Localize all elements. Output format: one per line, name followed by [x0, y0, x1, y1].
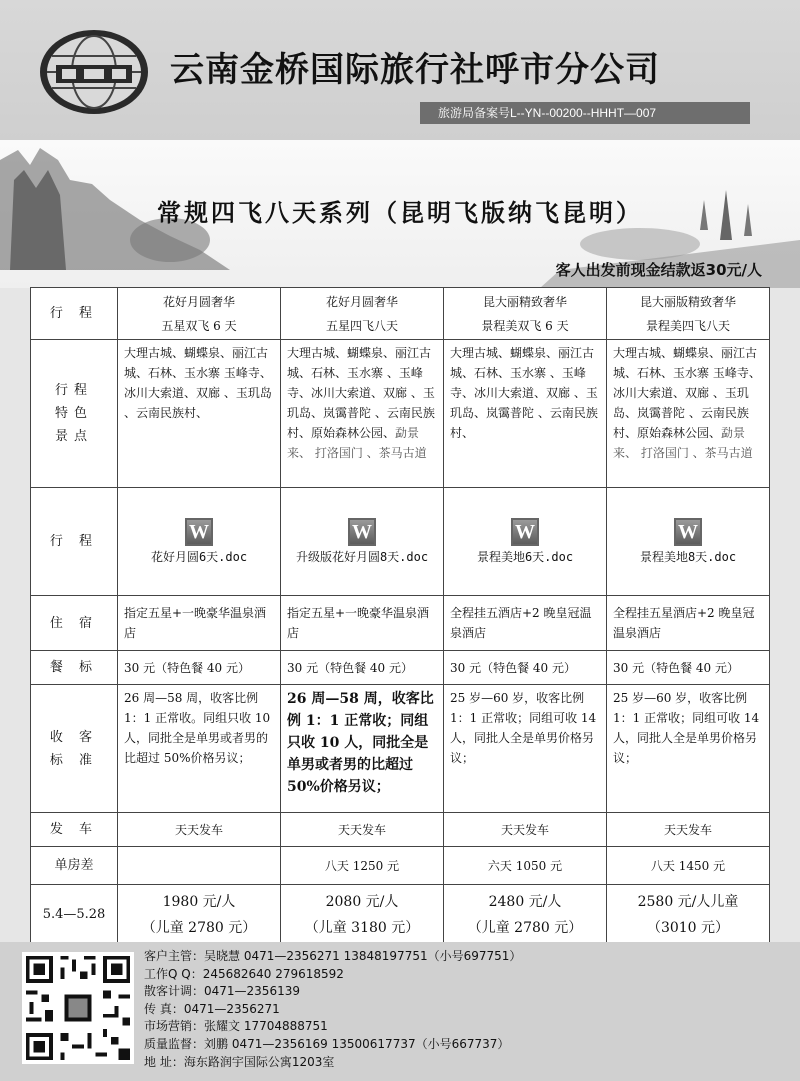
word-document-icon[interactable]: W	[674, 518, 702, 546]
departure-cell: 天天发车	[118, 813, 281, 847]
table-row-lodging	[31, 596, 770, 651]
meal-cell: 30 元（特色餐 40 元）	[118, 651, 281, 685]
contact-line: 工作Q Q：245682640 279618592	[144, 966, 344, 981]
word-document-icon[interactable]: W	[185, 518, 213, 546]
doc-filename[interactable]: 景程美地8天.doc	[639, 550, 737, 564]
features-cell	[607, 340, 770, 488]
features-cell	[118, 340, 281, 488]
meal-cell: 30 元（特色餐 40 元）	[607, 651, 770, 685]
col-subtitle: 景程美双飞 6 天	[481, 318, 569, 333]
col-name: 昆大丽版精致奢华	[639, 294, 736, 309]
standard-cell: 25 岁—60 岁，收客比例 1：1 正常收；同组可收 14 人，同批人全是单男价格另议；	[444, 685, 607, 813]
row-label-meal: 餐 标	[31, 651, 118, 685]
features-extra: 勐景来、 打洛国门 、茶马古道	[287, 426, 427, 460]
qr-code-icon[interactable]	[22, 952, 134, 1064]
contact-line: 地 址：海东路润宇国际公寓1203室	[144, 1054, 335, 1069]
features-main: 大理古城、蝴蝶泉、丽江古城、石林、玉水寨 玉峰寺、冰川大索道、双廊 、玉玑岛、岚霭普陀 、云南民族村、原始森林公园、	[613, 346, 761, 440]
table-row-departure	[31, 813, 770, 847]
contact-line: 质量监督：刘鹏 0471—2356169 13500617737（小号667737）	[144, 1036, 510, 1051]
doc-attachment[interactable]	[281, 488, 444, 596]
col-subtitle: 五星双飞 6 天	[161, 318, 237, 333]
contact-line: 传 真：0471—2356271	[144, 1001, 280, 1016]
doc-filename[interactable]: 景程美地6天.doc	[476, 550, 574, 564]
price-cell	[281, 885, 444, 945]
col-name: 花好月圆奢华	[325, 294, 398, 309]
row-label-date: 5.4—5.28	[31, 885, 118, 945]
adult-price: 2480 元/人	[488, 893, 562, 910]
word-document-icon[interactable]: W	[511, 518, 539, 546]
standard-cell: 26 周—58 周，收客比例 1：1 正常收。同组只收 10 人，同批全是单男或者男的比超过 50%价格另议；	[118, 685, 281, 813]
single-cell	[118, 847, 281, 885]
child-price: （儿童 3180 元）	[304, 919, 420, 936]
lodging-cell: 全程挂五星酒店+2 晚皇冠温泉酒店	[607, 596, 770, 651]
col-name: 昆大丽精致奢华	[482, 294, 567, 309]
col-subtitle: 景程美四飞八天	[645, 318, 730, 333]
doc-attachment[interactable]	[118, 488, 281, 596]
contact-line: 散客计调：0471—2356139	[144, 984, 300, 999]
doc-filename[interactable]: 升级版花好月圆8天.doc	[295, 550, 429, 564]
child-price: （3010 元）	[646, 919, 730, 936]
single-cell: 六天 1050 元	[444, 847, 607, 885]
meal-cell: 30 元（特色餐 40 元）	[444, 651, 607, 685]
lodging-cell: 指定五星+一晚豪华温泉酒店	[281, 596, 444, 651]
departure-cell: 天天发车	[607, 813, 770, 847]
col-header	[118, 288, 281, 340]
features-cell	[281, 340, 444, 488]
departure-cell: 天天发车	[444, 813, 607, 847]
row-label-schedule: 行 程	[31, 488, 118, 596]
table-row-features	[31, 340, 770, 488]
doc-attachment[interactable]	[444, 488, 607, 596]
doc-filename[interactable]: 花好月圆6天.doc	[150, 550, 248, 564]
row-label-departure: 发 车	[31, 813, 118, 847]
company-name: 云南金桥国际旅行社呼市分公司	[170, 50, 660, 90]
row-label-standard: 收 客 标 准	[31, 685, 118, 813]
banner-title: 常规四飞八天系列（昆明飞版纳飞昆明）	[157, 199, 643, 227]
single-cell: 八天 1450 元	[607, 847, 770, 885]
col-name: 花好月圆奢华	[162, 294, 235, 309]
globe-bridge-logo-icon	[38, 28, 150, 116]
standard-cell: 26 周—58 周，收客比例 1：1 正常收；同组只收 10 人，同批全是单男或者男的比超过50%价格另议；	[281, 685, 444, 813]
features-cell	[444, 340, 607, 488]
lodging-cell: 指定五星+一晚豪华温泉酒店	[118, 596, 281, 651]
departure-cell: 天天发车	[281, 813, 444, 847]
table-row-single	[31, 847, 770, 885]
adult-price: 2080 元/人	[325, 893, 399, 910]
col-header	[444, 288, 607, 340]
child-price: （儿童 2780 元）	[467, 919, 583, 936]
table-row-schedule	[31, 488, 770, 596]
doc-attachment[interactable]	[607, 488, 770, 596]
col-subtitle: 五星四飞八天	[325, 318, 398, 333]
lodging-cell: 全程挂五酒店+2 晚皇冠温泉酒店	[444, 596, 607, 651]
table-row-price	[31, 885, 770, 945]
row-label-itinerary: 行 程	[31, 288, 118, 340]
features-main: 大理古城、蝴蝶泉、丽江古城、石林、玉水寨 玉峰寺、冰川大索道、双廊 、玉玑岛 、云南民族村、	[124, 346, 272, 420]
price-cell	[444, 885, 607, 945]
table-row-standard	[31, 685, 770, 813]
word-document-icon[interactable]: W	[348, 518, 376, 546]
features-extra: 勐景来、 打洛国门 、茶马古道	[613, 426, 753, 460]
price-cell	[118, 885, 281, 945]
contact-line: 市场营销：张耀文 17704888751	[144, 1019, 328, 1034]
itinerary-table	[30, 287, 770, 945]
adult-price: 2580 元/人儿童	[637, 893, 739, 910]
adult-price: 1980 元/人	[162, 893, 236, 910]
meal-cell: 30 元（特色餐 40 元）	[281, 651, 444, 685]
price-cell	[607, 885, 770, 945]
col-header	[281, 288, 444, 340]
rebate-note: 客人出发前现金结款返30元/人	[555, 261, 762, 279]
row-label-single: 单房差	[31, 847, 118, 885]
table-row-itinerary	[31, 288, 770, 340]
table-row-meal	[31, 651, 770, 685]
row-label-features: 行程 特色 景点	[31, 340, 118, 488]
single-cell: 八天 1250 元	[281, 847, 444, 885]
standard-cell: 25 岁—60 岁，收客比例 1：1 正常收；同组可收 14 人，同批人全是单男价格另议；	[607, 685, 770, 813]
features-main: 大理古城、蝴蝶泉、丽江古城、石林、玉水寨 、玉峰寺、冰川大索道、双廊 、玉玑岛、岚霭普陀 、云南民族村、	[450, 346, 598, 440]
contact-line: 客户主管：吴晓慧 0471—2356271 13848197751（小号697751）	[144, 949, 522, 963]
col-header	[607, 288, 770, 340]
registration-number: 旅游局备案号L--YN--00200--HHHT—007	[438, 106, 657, 120]
features-main: 大理古城、蝴蝶泉、丽江古城、石林、玉水寨 、玉峰寺、冰川大索道、双廊 、玉玑岛、岚霭普陀 、云南民族村、原始森林公园、	[287, 346, 435, 440]
row-label-lodging: 住 宿	[31, 596, 118, 651]
contact-info	[144, 948, 521, 1071]
child-price: （儿童 2780 元）	[141, 919, 257, 936]
